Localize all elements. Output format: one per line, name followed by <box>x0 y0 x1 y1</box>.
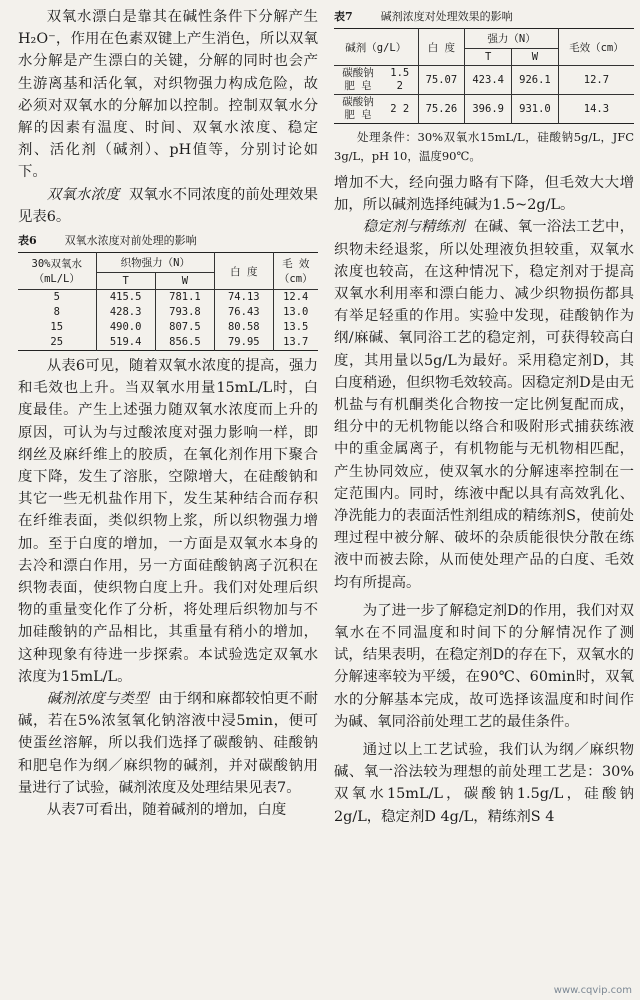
watermark: www.cqvip.com <box>553 985 632 996</box>
table7-number: 表7 <box>334 10 353 23</box>
cell: 75.26 <box>418 95 465 124</box>
table6-number: 表6 <box>18 234 37 248</box>
cell: 碳酸钠 肥 皂 <box>342 96 374 121</box>
table7 <box>334 28 634 124</box>
table6-title: 双氧水浓度对前处理的影响 <box>64 234 197 248</box>
cell: 80.58 <box>215 320 273 335</box>
paragraph-peroxide-decomposition: 双氧水漂白是靠其在碱性条件下分解产生H₂O⁻，作用在色素双键上产生消色，所以双氧水分解是产生漂白的关键，分解的同时也会产生游离基和活化氧，对织物强力构成危险，故必须对双氧水的分解加以控制。控制双氧水分解的因素有温度、时间、双氧水浓度、稳定剂、活化剂（碱剂）、pH值等，分别讨论如下。 <box>18 9 318 181</box>
cell: 14.3 <box>558 95 634 124</box>
right-column <box>334 6 634 828</box>
cell: 碳酸钠 肥 皂 <box>334 66 382 95</box>
paragraph-text: 由于纲和麻都较怕更不耐碱，若在5%浓氢氧化钠溶液中浸5min，便可使蛋丝溶解，所以我们选择了碳酸钠、硅酸钠和肥皂作为纲／麻织物的碱剂，并对碳酸钠用量进行了试验，碱剂浓度及处理结果见表7。 <box>18 691 318 796</box>
table7-title: 碱剂浓度对处理效果的影响 <box>380 10 513 23</box>
cell: 15 <box>50 321 64 334</box>
cell: 75.07 <box>418 66 465 95</box>
table6-header-T: T <box>96 273 155 290</box>
paragraph-alkali-conclusion: 增加不大，经向强力略有下降，但毛效大大增加，所以碱剂选择纯碱为1.5~2g/L。 <box>334 175 634 214</box>
table7-header-T: T <box>465 49 512 66</box>
cell: 415.5 <box>96 290 155 306</box>
cell: 428.3 <box>96 305 155 320</box>
left-column <box>18 6 318 821</box>
cell: 519.4 <box>96 335 155 351</box>
cell: 25 <box>50 336 64 349</box>
cell: 781.1 <box>155 290 214 306</box>
paragraph-stabilizer-test: 为了进一步了解稳定剂D的作用，我们对双氧水在不同温度和时间下的分解情况作了测试，结果表明，在稳定剂D的存在下，双氧水的分解速率较为平缓，在90℃、60min时，双氧水的分解基本完成，故可选择该温度和时间作为碱、氧同浴前处理工艺的最佳条件。 <box>334 602 634 730</box>
cell: 13.7 <box>273 335 318 351</box>
cell: 8 <box>53 306 60 319</box>
cell: 13.0 <box>273 305 318 320</box>
cell: 793.8 <box>155 305 214 320</box>
table-row <box>18 320 318 335</box>
table-row <box>18 305 318 320</box>
subsection-title-peroxide-concentration: 双氧水浓度 <box>46 186 120 203</box>
cell: 12.4 <box>273 290 318 306</box>
cell: 926.1 <box>512 66 559 95</box>
paragraph-text: 在碱、氧一浴法工艺中，织物未经退浆，所以处理液负担较重，双氧水浓度也较高，在这种情况下，稳定剂对于提高双氧水利用率和漂白能力、减少织物损伤都具有举足轻重的作用。实验中发现，硅酸钠作为纲/麻碱、氧同浴工艺的稳定剂，可获得较高白度，其用量以5g/L为最好。采用稳定剂D，其白度稍逊，但织物毛效较高。因稳定剂D是由无机盐与有机酮类化合物按一定比例复配而成，组分中的无机物能以络合和吸附形式捕获练液中的重金属离子，有机物能与无机物相匹配，产生协同效应，使双氧水的分解速率控制在一定范围内。同时，练液中配以具有高效乳化、净洗能力的表面活性剂组成的精练剂S，使前处理过程中被分解、破坏的杂质能很快分散在练液中而被去除，从而使处理产品的白度、毛效均有所提高。 <box>334 219 634 591</box>
table-row <box>334 66 634 95</box>
cell: 12.7 <box>558 66 634 95</box>
table6-header-whiteness: 白 度 <box>215 253 273 290</box>
cell: 5 <box>53 291 60 304</box>
cell: 931.0 <box>512 95 559 124</box>
table-row <box>334 95 634 124</box>
cell: 856.5 <box>155 335 214 351</box>
cell: 76.43 <box>215 305 273 320</box>
cell: 423.4 <box>465 66 512 95</box>
paragraph-table6-discussion: 从表6可见，随着双氧水浓度的提高，强力和毛效也上升。当双氧水用量15mL/L时，白度最佳。产生上述强力随双氧水浓度而上升的原因，可认为与过酸浓度对强力影响一样，即纲丝及麻纤维上的胶质，在氧化剂作用下聚合度下降，发生了溶胀，空隙增大，在硅酸钠和其它一些无机盐作用下，发生某种结合而存积在纤维表面，类似织物上浆，所以织物强力增加。至于白度的增加，一方面是双氧水本身的去冷和漂白作用，另一方面硅酸钠离子沉积在织物表面，使织物白度上升。我们对处理后织物的重量变化作了分析，将处理后织物加与不加硅酸钠的产品相比，其重量有稍小的增加，这种现象有待进一步探索。本试验选定双氧水浓度为15mL/L。 <box>18 358 318 685</box>
paragraph-stabilizer <box>334 216 634 593</box>
table6-header-concentration: 30%双氧水（mL/L） <box>18 253 96 290</box>
cell: 1.5 2 <box>382 66 418 95</box>
cell: 490.0 <box>96 320 155 335</box>
paragraph-table7-lead: 从表7可看出，随着碱剂的增加，白度 <box>46 802 287 819</box>
table7-header-whiteness: 白 度 <box>418 29 465 66</box>
table7-header-W: W <box>512 49 559 66</box>
table7-caption <box>334 8 634 24</box>
cell: 13.5 <box>273 320 318 335</box>
paragraph-alkali <box>18 688 318 799</box>
cell: 396.9 <box>465 95 512 124</box>
paragraph-peroxide-concentration <box>18 184 318 228</box>
table7-header-capillary: 毛效（cm） <box>558 29 634 66</box>
table6-header-strength: 织物强力（N） <box>96 253 215 273</box>
table6 <box>18 252 318 351</box>
cell: 807.5 <box>155 320 214 335</box>
cell: 74.13 <box>215 290 273 306</box>
cell: 2 2 <box>390 102 410 115</box>
table7-note: 处理条件：30%双氧水15mL/L，硅酸钠5g/L，JFC 3g/L，pH 10，温度90℃。 <box>334 130 634 163</box>
table7-header-alkali: 碱剂（g/L） <box>334 29 418 66</box>
table-row <box>18 335 318 351</box>
table6-header-capillary: 毛 效（cm） <box>273 253 318 290</box>
table7-header-strength: 强力（N） <box>465 29 559 49</box>
paragraph-text: 双氧水不同浓度的前处理效果见表6。 <box>18 186 318 225</box>
table6-header-W: W <box>155 273 214 290</box>
subsection-title-alkali: 碱剂浓度与类型 <box>46 691 149 708</box>
cell: 79.95 <box>215 335 273 351</box>
subsection-title-stabilizer: 稳定剂与精练剂 <box>362 219 465 236</box>
table6-caption <box>18 232 318 248</box>
table-row <box>18 290 318 306</box>
paragraph-conclusion: 通过以上工艺试验，我们认为纲／麻织物碱、氧一浴法较为理想的前处理工艺是：30%双氧水15mL/L，碳酸钠1.5g/L，硅酸钠2g/L，稳定剂D 4g/L，精练剂S 4 <box>334 742 634 825</box>
